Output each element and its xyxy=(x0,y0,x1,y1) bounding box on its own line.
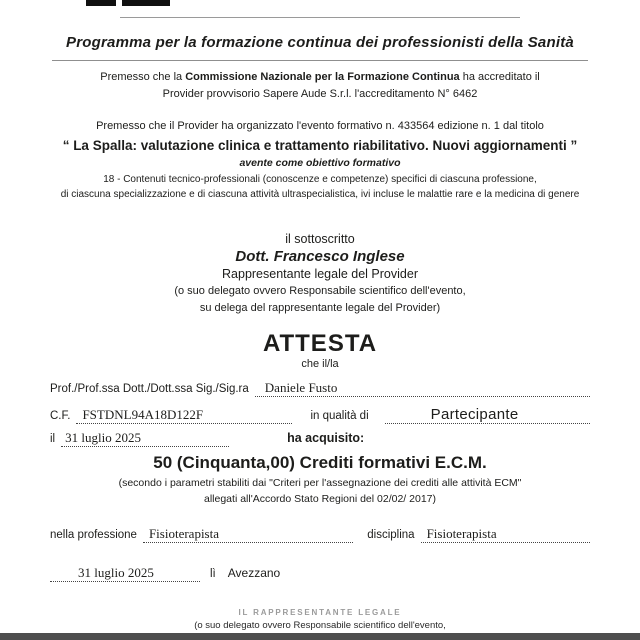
footer-note: (o suo delegato ovvero Responsabile scientifico dell'evento, xyxy=(194,620,446,631)
event-title: “ La Spalla: valutazione clinica e trattamento riabilitativo. Nuovi aggiornamenti ” xyxy=(62,138,578,153)
objective-line-1: 18 - Contenuti tecnico-professionali (conoscenze e competenze) specifici di ciascuna professione, xyxy=(103,174,537,185)
objective-label: avente come obiettivo formativo xyxy=(239,157,401,169)
issue-date-value: 31 luglio 2025 xyxy=(78,564,154,580)
place-value: Avezzano xyxy=(227,565,281,580)
bottom-bar xyxy=(0,633,640,640)
discipline-dotted-line xyxy=(421,526,590,543)
subscriber-intro: il sottoscritto xyxy=(285,232,355,246)
profession-value: Fisioterapista xyxy=(148,525,219,541)
credits-note xyxy=(50,476,590,508)
date-dotted-line xyxy=(61,430,229,447)
commission-name: Commissione Nazionale per la Formazione Continua xyxy=(185,71,460,83)
signatory-name: Dott. Francesco Inglese xyxy=(235,248,405,265)
accreditation-paragraph xyxy=(50,69,590,102)
objective-text xyxy=(36,173,604,202)
che-il-la-label: che il/la xyxy=(301,358,339,370)
name-dotted-line xyxy=(255,380,590,397)
date-row xyxy=(50,430,590,447)
objective-line-2: di ciascuna specializzazione e di ciascuna attività ultraspecialistica, ivi incluse le malattie rare e la medicina di genere xyxy=(60,188,580,200)
li-label: lì xyxy=(210,567,216,580)
discipline-value: Fisioterapista xyxy=(426,525,497,541)
name-row xyxy=(50,380,590,397)
provider-accreditation-text: Provider provvisorio Sapere Aude S.r.l. l'accreditamento N° 6462 xyxy=(162,87,478,100)
name-value: Daniele Fusto xyxy=(264,380,338,395)
cf-label: C.F. xyxy=(50,410,71,422)
credits-line: 50 (Cinquanta,00) Crediti formativi E.C.M. xyxy=(153,453,487,472)
profession-label: nella professione xyxy=(50,528,137,541)
cf-value: FSTDNL94A18D122F xyxy=(82,407,204,422)
program-title: Programma per la formazione continua dei professionisti della Sanità xyxy=(66,34,574,51)
quality-value: Partecipante xyxy=(430,406,519,423)
footer xyxy=(0,608,640,631)
issue-date-dotted-line xyxy=(50,565,200,582)
signatory-note-line-1: (o suo delegato ovvero Responsabile scientifico dell'evento, xyxy=(174,285,466,297)
accreditation-text-pre: Premesso che la xyxy=(100,71,186,83)
logo-fragment-right xyxy=(122,0,170,6)
accreditation-text-post: ha accreditato il xyxy=(459,71,540,83)
logo-fragment-left xyxy=(86,0,116,6)
quality-label: in qualità di xyxy=(310,410,369,422)
discipline-label: disciplina xyxy=(367,528,415,541)
signatory-role: Rappresentante legale del Provider xyxy=(222,267,418,281)
event-premise: Premesso che il Provider ha organizzato l'evento formativo n. 433564 edizione n. 1 dal titolo xyxy=(96,120,544,132)
signatory-note-line-2: su delega del rappresentante legale del Provider) xyxy=(199,301,441,314)
name-label: Prof./Prof.ssa Dott./Dott.ssa Sig./Sig.ra xyxy=(50,383,249,395)
title-divider xyxy=(52,60,588,61)
issue-row xyxy=(50,565,590,582)
footer-role-title: IL RAPPRESENTANTE LEGALE xyxy=(238,608,402,617)
credits-note-line-1: (secondo i parametri stabiliti dai "Criteri per l'assegnazione dei crediti alle attività ECM" xyxy=(118,477,522,489)
credits-note-line-2: allegati all'Accordo Stato Regioni del 02/02/ 2017) xyxy=(204,492,436,505)
signatory-note xyxy=(50,283,590,316)
acquired-label: ha acquisito: xyxy=(287,431,365,445)
cf-dotted-line xyxy=(76,407,292,424)
profession-dotted-line xyxy=(143,526,353,543)
date-value: 31 luglio 2025 xyxy=(65,430,141,445)
attesta-heading: ATTESTA xyxy=(262,330,378,357)
top-divider xyxy=(120,17,520,18)
fiscal-code-row xyxy=(50,406,590,424)
profession-row xyxy=(50,526,590,543)
date-label: il xyxy=(50,433,56,445)
quality-dotted-line xyxy=(385,406,590,424)
